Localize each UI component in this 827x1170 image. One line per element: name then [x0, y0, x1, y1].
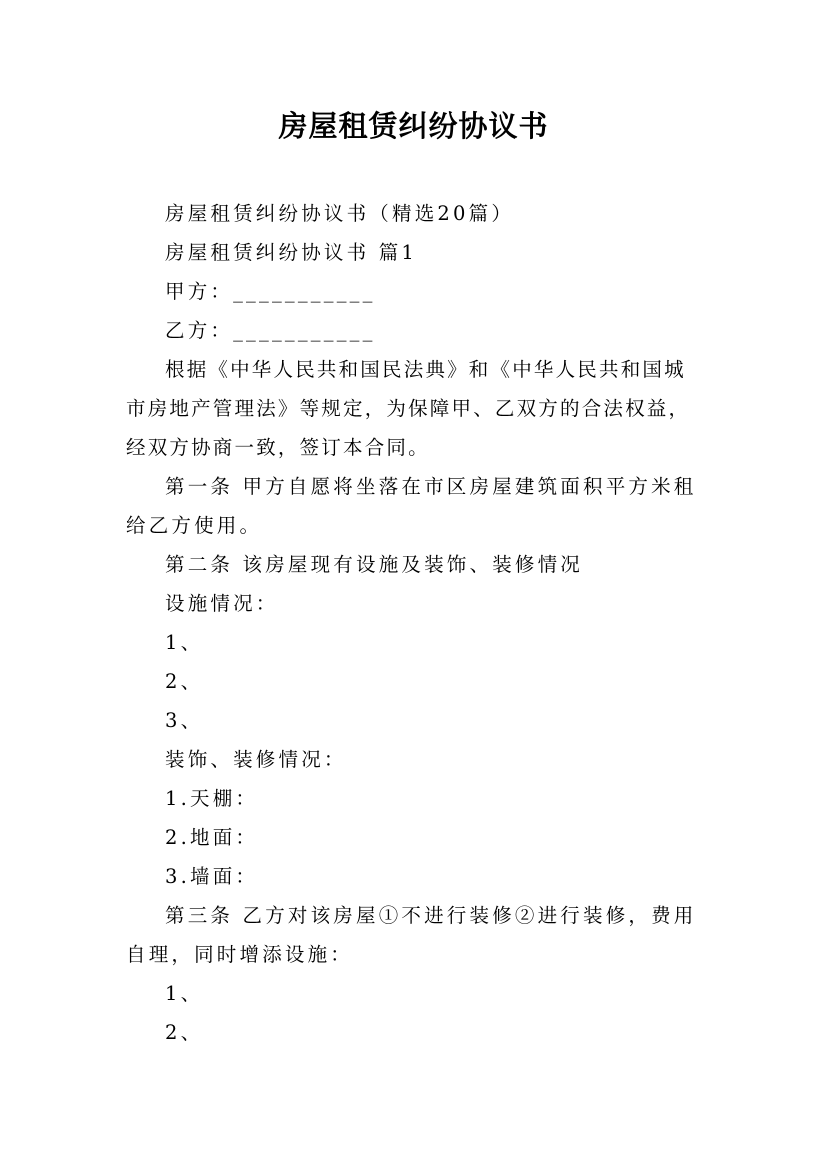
paragraph-section-heading: 房屋租赁纠纷协议书 篇1 — [165, 241, 418, 264]
list-item: 2.地面： — [165, 826, 259, 849]
paragraph-subtitle: 房屋租赁纠纷协议书（精选20篇） — [165, 202, 515, 225]
list-item: 2、 — [165, 670, 204, 693]
document-body — [126, 194, 706, 1052]
list-item: 1.天棚： — [165, 787, 259, 810]
party-a-line: 甲方：___________ — [165, 280, 376, 303]
list-item: 1、 — [165, 982, 204, 1005]
list-item: 2、 — [165, 1021, 204, 1044]
list-item: 1、 — [165, 631, 204, 654]
paragraph-facilities-heading: 设施情况： — [165, 592, 279, 615]
paragraph-article-1: 第一条 甲方自愿将坐落在市区房屋建筑面积平方米租给乙方使用。 — [126, 475, 697, 537]
list-item: 3、 — [165, 709, 204, 732]
paragraph-decoration-heading: 装饰、装修情况： — [165, 748, 347, 771]
paragraph-preamble: 根据《中华人民共和国民法典》和《中华人民共和国城市房地产管理法》等规定，为保障甲、乙双方的合法权益，经双方协商一致，签订本合同。 — [126, 358, 691, 459]
paragraph-article-3: 第三条 乙方对该房屋①不进行装修②进行装修，费用自理，同时增添设施： — [126, 904, 697, 966]
document-title: 房屋租赁纠纷协议书 — [278, 109, 549, 143]
party-b-line: 乙方：___________ — [165, 319, 376, 342]
paragraph-article-2: 第二条 该房屋现有设施及装饰、装修情况 — [165, 553, 583, 576]
list-item: 3.墙面： — [165, 865, 259, 888]
